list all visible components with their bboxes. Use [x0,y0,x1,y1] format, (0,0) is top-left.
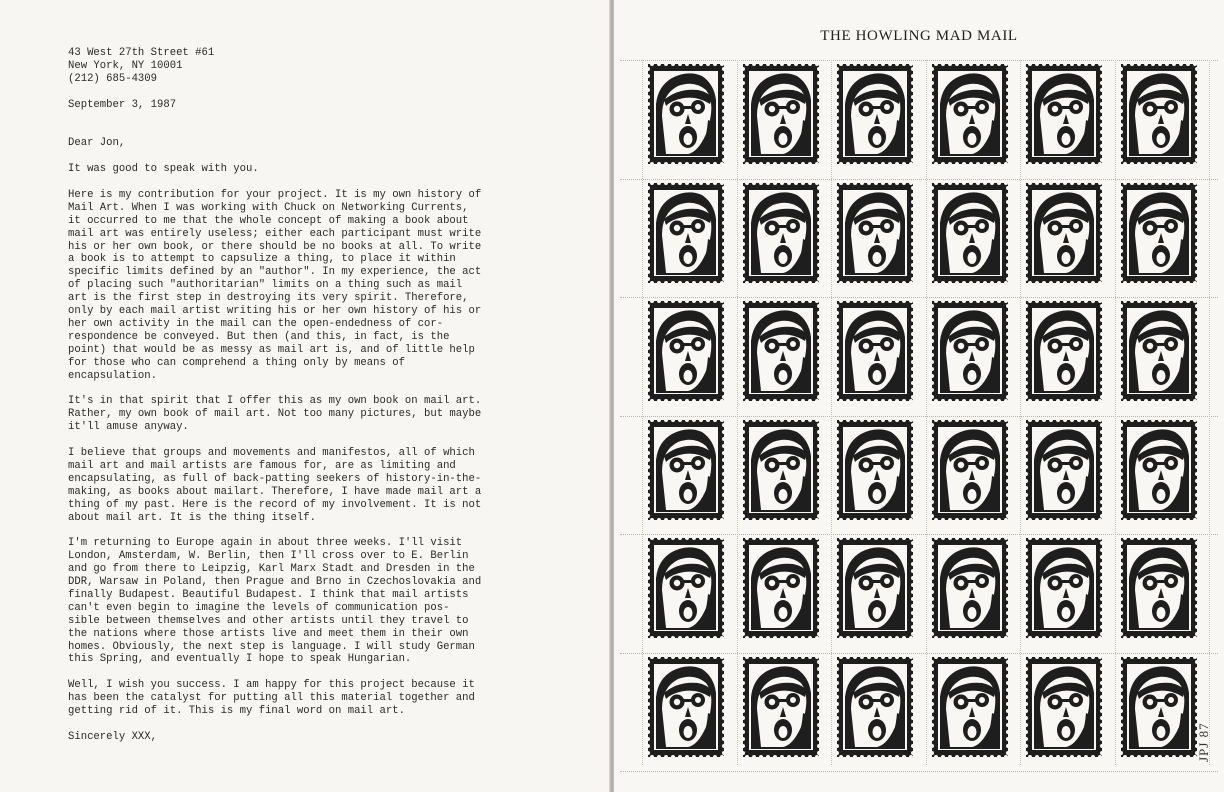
paragraph-line: finally Budapest. Beautiful Budapest. I think that mail artists [68,588,469,601]
paragraph-line: and go from there to Leipzig, Karl Marx Stadt and Dresden in the [68,563,475,576]
perforation-column [1209,60,1210,765]
screaming-face-stamp-icon [837,538,913,638]
stamp [648,301,724,401]
sender-address [68,47,558,86]
paragraph-line: It was good to speak with you. [68,163,259,176]
stamp [932,657,1008,757]
paragraph-line: this Spring, and eventually I hope to speak Hungarian. [68,653,412,666]
stamp [1121,420,1197,520]
stamp [1026,538,1102,638]
screaming-face-stamp-icon [743,301,819,401]
stamp [837,657,913,757]
letter-body [68,47,558,744]
stamp [743,183,819,283]
letter-paragraph [68,163,558,176]
paragraph-line: London, Amsterdam, W. Berlin, then I'll cross over to E. Berlin [68,550,469,563]
stamp [648,64,724,164]
paragraph-line: encapsulating, as full of back-patting seekers of history-in-the- [68,472,482,485]
paragraph-line: about mail art. It is the thing itself. [68,511,316,524]
stamp [1121,657,1197,757]
stamp [1026,657,1102,757]
screaming-face-stamp-icon [1121,301,1197,401]
perforation-row [620,771,1218,772]
stamp [1121,301,1197,401]
stamp [743,538,819,638]
screaming-face-stamp-icon [648,420,724,520]
artist-signature: JPJ 87 [1196,722,1211,762]
screaming-face-stamp-icon [1121,64,1197,164]
paragraph-line: it occurred to me that the whole concept of making a book about [68,214,469,227]
paragraph-line: encapsulation. [68,369,158,382]
stamp [1121,64,1197,164]
stamp [1121,183,1197,283]
paragraph-line: a book is to attempt to capsulize a thing, to place it within [68,253,456,266]
screaming-face-stamp-icon [743,420,819,520]
screaming-face-stamp-icon [837,420,913,520]
screaming-face-stamp-icon [932,64,1008,164]
paragraph-line: It's in that spirit that I offer this as my own book on mail art. [68,395,482,408]
screaming-face-stamp-icon [1121,538,1197,638]
stamp [743,420,819,520]
paragraph-line: Mail Art. When I was working with Chuck on Networking Currents, [68,201,469,214]
screaming-face-stamp-icon [1121,657,1197,757]
screaming-face-stamp-icon [648,301,724,401]
paragraph-line: Well, I wish you success. I am happy for this project because it [68,679,475,692]
paragraph-line: can't even begin to imagine the levels of communication pos- [68,601,450,614]
screaming-face-stamp-icon [1026,64,1102,164]
screaming-face-stamp-icon [932,301,1008,401]
screaming-face-stamp-icon [648,657,724,757]
stamp [932,183,1008,283]
screaming-face-stamp-icon [1026,657,1102,757]
stamp [743,657,819,757]
screaming-face-stamp-icon [648,183,724,283]
paragraph-line: mail art was entirely useless; either each participant must write [68,227,482,240]
screaming-face-stamp-icon [743,538,819,638]
stamp [648,183,724,283]
screaming-face-stamp-icon [1026,538,1102,638]
screaming-face-stamp-icon [1026,183,1102,283]
stamp [837,301,913,401]
paragraph-line: his or her own book, or there should be no books at all. To write [68,240,482,253]
paragraph-line: for those who can comprehend a thing only by means of [68,356,405,369]
screaming-face-stamp-icon [837,301,913,401]
paragraph-line: I'm returning to Europe again in about three weeks. I'll visit [68,537,463,550]
letter-paragraph [68,679,558,718]
paragraph-line: mail art and mail artists are famous for, are as limiting and [68,459,456,472]
stamp [1026,64,1102,164]
screaming-face-stamp-icon [1026,301,1102,401]
sheet-title: THE HOWLING MAD MAIL [820,28,1018,44]
paragraph-line: of placing such "authoritarian" limits on a thing such as mail [68,279,463,292]
stamp [932,538,1008,638]
stamp [648,657,724,757]
screaming-face-stamp-icon [932,538,1008,638]
stamp [932,420,1008,520]
screaming-face-stamp-icon [837,64,913,164]
address-line: New York, NY 10001 [68,59,183,72]
stamp-grid [648,64,1197,757]
address-line: (212) 685-4309 [68,72,158,85]
paragraph-line: has been the catalyst for putting all this material together and [68,692,475,705]
screaming-face-stamp-icon [932,183,1008,283]
stamp [1026,183,1102,283]
paragraph-line: Rather, my own book of mail art. Not too many pictures, but maybe [68,408,482,421]
stamp [932,301,1008,401]
letter-date: September 3, 1987 [68,98,177,111]
stamp [837,538,913,638]
letter-paragraph [68,537,558,666]
screaming-face-stamp-icon [932,420,1008,520]
letter-salutation: Dear Jon, [68,137,126,150]
paragraph-line: homes. Obviously, the next step is language. I will study German [68,640,475,653]
paragraph-line: the nations where those artists live and meet them in their own [68,627,469,640]
paragraph-line: sible between themselves and other artists until they travel to [68,614,469,627]
screaming-face-stamp-icon [837,183,913,283]
stamp [1026,420,1102,520]
stamp [837,64,913,164]
perforation-column [642,60,643,765]
paragraph-line: thing of my past. Here is the record of my involvement. It is not [68,498,482,511]
paragraph-line: point) that would be as messy as mail art is, and of little help [68,343,475,356]
stamp [743,301,819,401]
stamp [743,64,819,164]
paragraph-line: getting rid of it. This is my final word on mail art. [68,705,405,718]
stamp [837,183,913,283]
paragraph-line: DDR, Warsaw in Poland, then Prague and Brno in Czechoslovakia and [68,576,482,589]
letter-paragraphs [68,163,558,718]
paragraph-line: her own activity in the mail can the open-endedness of cor- [68,317,444,330]
paragraph-line: respondence be conveyed. But then (and this, in fact, is the [68,330,450,343]
paragraph-line: specific limits defined by an "author". In my experience, the act [68,266,482,279]
stamp [648,538,724,638]
stamp [648,420,724,520]
screaming-face-stamp-icon [1026,420,1102,520]
paragraph-line: making, as books about mailart. Therefore, I have made mail art a [68,485,482,498]
screaming-face-stamp-icon [743,657,819,757]
paragraph-line: it'll amuse anyway. [68,421,189,434]
stamp [932,64,1008,164]
stamp [1026,301,1102,401]
letter-closing: Sincerely XXX, [68,730,158,743]
screaming-face-stamp-icon [743,64,819,164]
screaming-face-stamp-icon [1121,183,1197,283]
stamp [1121,538,1197,638]
paragraph-line: Here is my contribution for your project. It is my own history of [68,188,482,201]
address-line: 43 West 27th Street #61 [68,47,215,59]
letter-paragraph [68,447,558,524]
letter-paragraph [68,395,558,434]
paragraph-line: only by each mail artist writing his or her own history of his or [68,305,482,318]
screaming-face-stamp-icon [837,657,913,757]
screaming-face-stamp-icon [932,657,1008,757]
paragraph-line: art is the first step in destroying its very spirit. Therefore, [68,292,469,305]
perforation-row [620,60,1218,61]
screaming-face-stamp-icon [743,183,819,283]
letter-paragraph [68,189,558,383]
stamp [837,420,913,520]
paragraph-line: I believe that groups and movements and manifestos, all of which [68,447,475,459]
screaming-face-stamp-icon [648,64,724,164]
screaming-face-stamp-icon [648,538,724,638]
screaming-face-stamp-icon [1121,420,1197,520]
letter-page [0,0,610,792]
